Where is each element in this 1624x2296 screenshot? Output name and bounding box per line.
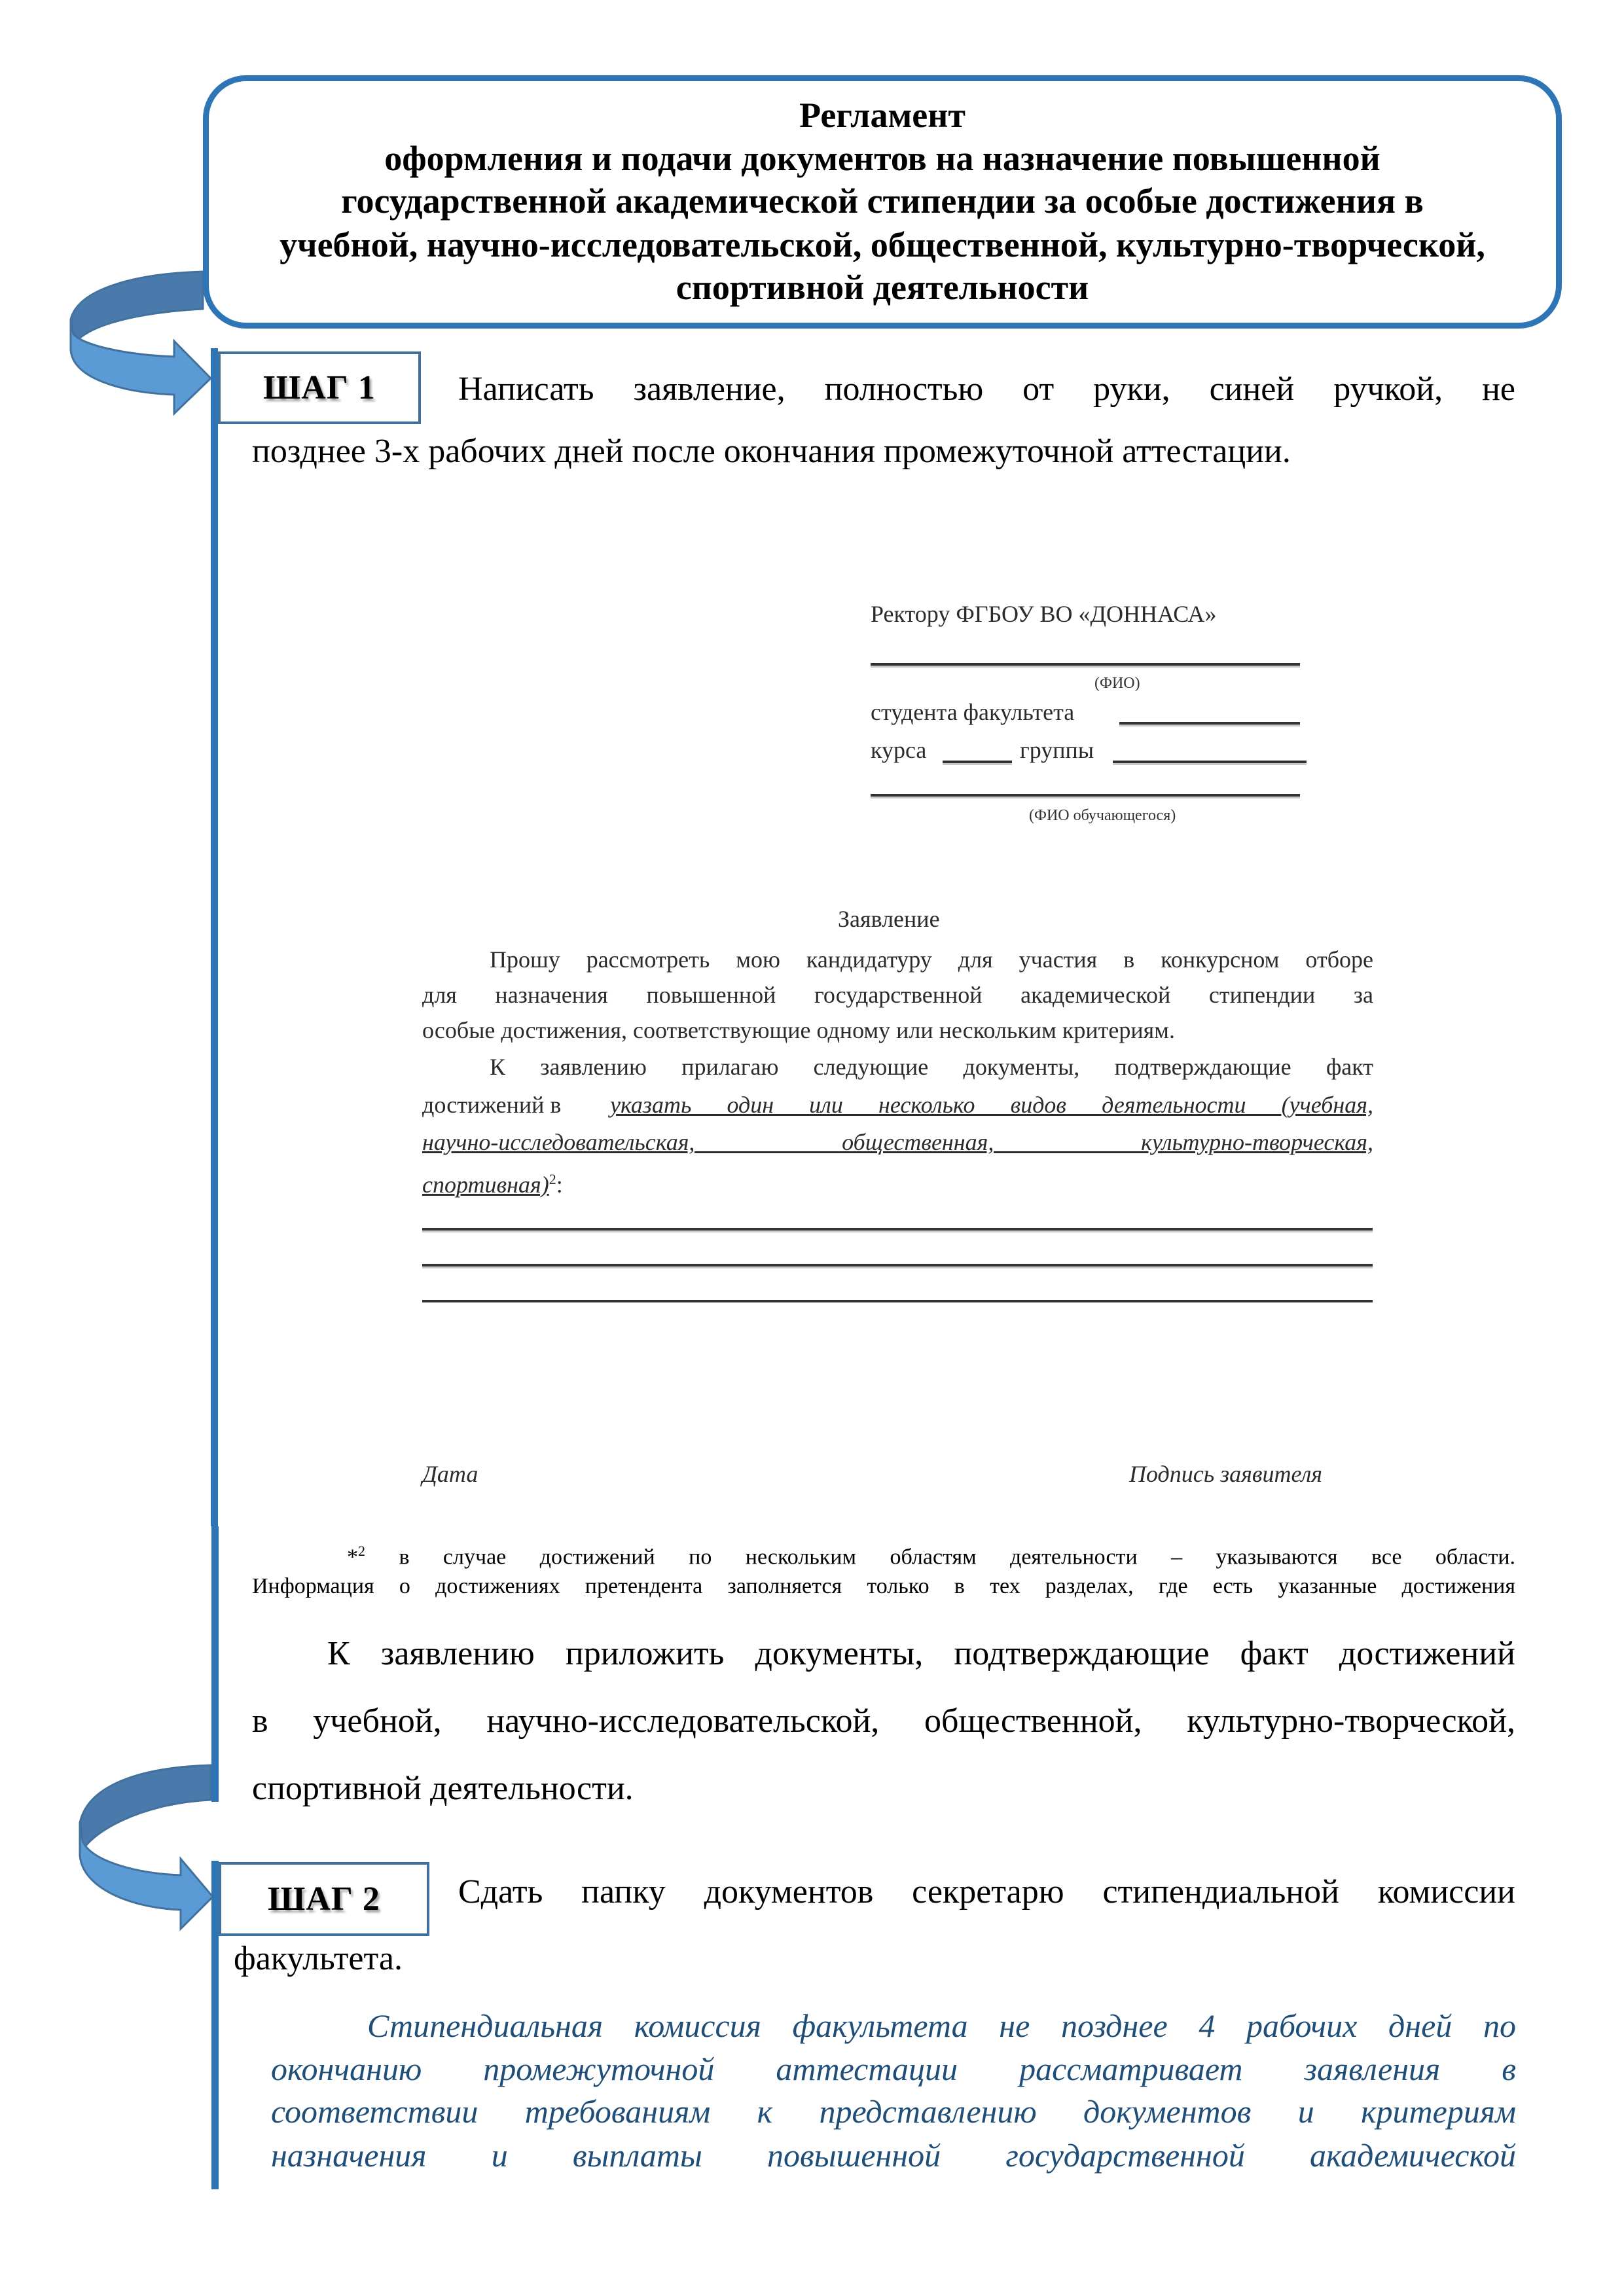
form-fio-caption: (ФИО) [1094, 675, 1140, 692]
footnote-ref: 2 [549, 1171, 556, 1187]
step-1-text-line-1: Написать заявление, полностью от руки, синей ручкой, не [458, 370, 1515, 408]
form-group: группы [1020, 737, 1094, 763]
form-date-label: Дата [422, 1461, 478, 1487]
footnote-sup: 2 [358, 1543, 365, 1559]
step-2-label: ШАГ 2 [268, 1880, 380, 1918]
form-activity-hint-end [422, 1166, 563, 1198]
form-para2-prefix: достижений в [422, 1092, 562, 1118]
step-1-box [218, 351, 421, 424]
form-blank-line [422, 1264, 1373, 1266]
form-para1-line: для назначения повышенной государственной академической стипендии за [422, 982, 1373, 1008]
commission-note-line: Стипендиальная комиссия факультета не позднее 4 рабочих дней по [367, 2007, 1516, 2044]
form-course-line [943, 761, 1012, 763]
commission-note-line: окончанию промежуточной аттестации рассматривает заявления в [271, 2051, 1516, 2087]
form-signature-label: Подпись заявителя [1129, 1461, 1323, 1487]
form-fio-line [871, 663, 1300, 666]
form-blank-line [422, 1300, 1373, 1302]
commission-note-line: соответствии требованиям к представлению документов и критериям [271, 2093, 1516, 2130]
title-heading: Регламент [799, 96, 965, 135]
form-para1-line: особые достижения, соответствующие одному или нескольким критериям. [422, 1017, 1175, 1043]
step-2-text-line-2: факультета. [234, 1940, 403, 1977]
step-1-text-line-2: позднее 3-х рабочих дней после окончания промежуточной аттестации. [252, 433, 1291, 470]
timeline-line [211, 1526, 219, 1802]
footnote-line-1 [347, 1538, 1515, 1570]
form-para2-line: К заявлению прилагаю следующие документы, подтверждающие факт [490, 1054, 1373, 1080]
footnote-marker: * [347, 1545, 358, 1570]
curved-arrow-icon [71, 272, 211, 414]
attach-paragraph-line: в учебной, научно-исследовательской, общественной, культурно-творческой, [252, 1702, 1515, 1740]
form-addressee: Ректору ФГБОУ ВО «ДОННАСА» [871, 601, 1217, 627]
title-box [203, 75, 1562, 329]
form-activity-hint: спортивная) [422, 1172, 549, 1198]
step-2-box [219, 1862, 429, 1936]
form-student-faculty: студента факультета [871, 699, 1075, 725]
form-faculty-line [1119, 722, 1300, 725]
title-line: государственной академической стипендии за особые достижения в [341, 181, 1424, 221]
form-group-line [1113, 761, 1307, 763]
footnote-text: в случае достижений по нескольким областям деятельности – указываются все области. [399, 1545, 1516, 1570]
step-1-label: ШАГ 1 [263, 369, 376, 406]
commission-note-line: назначения и выплаты повышенной государственной академической [271, 2137, 1516, 2174]
title-line: спортивной деятельности [676, 268, 1089, 307]
title-line: оформления и подачи документов на назначение повышенной [384, 139, 1380, 178]
form-course: курса [871, 737, 927, 763]
form-activity-hint: указать один или несколько видов деятельности (учебная, [610, 1092, 1373, 1118]
attach-paragraph-line: К заявлению приложить документы, подтверждающие факт достижений [327, 1635, 1515, 1672]
form-heading: Заявление [838, 906, 940, 932]
form-blank-line [422, 1228, 1373, 1230]
form-student-fio-caption: (ФИО обучающегося) [1029, 807, 1176, 824]
timeline-line [211, 1861, 219, 2189]
curved-arrow-icon [80, 1765, 213, 1929]
timeline-line [211, 348, 218, 1526]
step-2-text-line-1: Сдать папку документов секретарю стипендиальной комиссии [458, 1873, 1515, 1910]
title-line: учебной, научно-исследовательской, общественной, культурно-творческой, [280, 225, 1485, 264]
form-activity-hint: научно-исследовательская, общественная, культурно-творческая, [422, 1129, 1373, 1155]
footnote-line-2: Информация о достижениях претендента заполняется только в тех разделах, где есть указанные достижения [252, 1574, 1515, 1598]
attach-paragraph-line: спортивной деятельности. [252, 1770, 634, 1807]
form-para1-line: Прошу рассмотреть мою кандидатуру для участия в конкурсном отборе [490, 946, 1373, 973]
form-colon: : [556, 1172, 563, 1198]
form-student-fio-line [871, 794, 1300, 797]
